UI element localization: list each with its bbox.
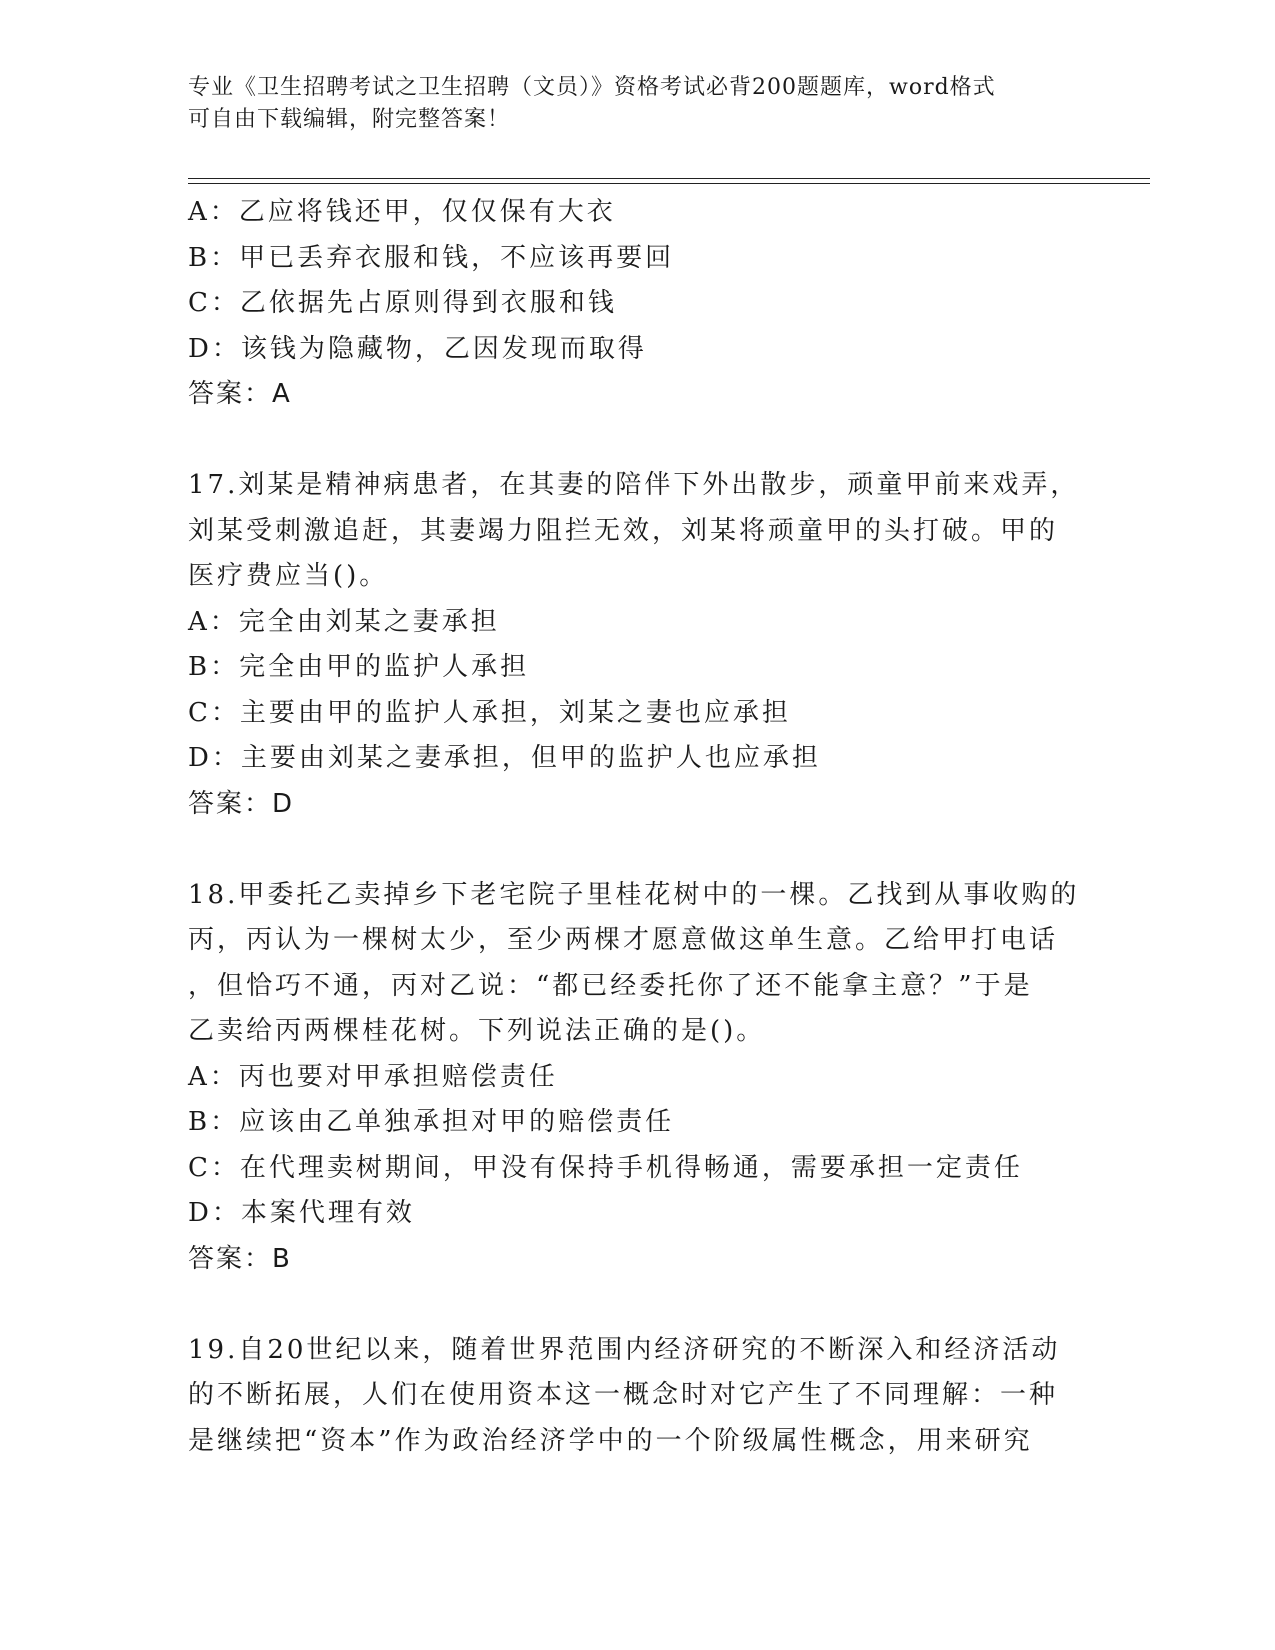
q18-answer: 答案：B (188, 1243, 292, 1274)
q19-stem-line-1: 19.自20世纪以来，随着世界范围内经济研究的不断深入和经济活动 (188, 1334, 1061, 1365)
q18-option-a: A：丙也要对甲承担赔偿责任 (188, 1061, 558, 1092)
q18-stem-line-4: 乙卖给丙两棵桂花树。下列说法正确的是()。 (188, 1016, 766, 1046)
header-divider-top (188, 178, 1150, 179)
q17-stem-line-1: 17.刘某是精神病患者，在其妻的陪伴下外出散步，顽童甲前来戏弄， (188, 470, 1080, 500)
document-body (188, 190, 1088, 1464)
q18-stem-line-1: 18.甲委托乙卖掉乡下老宅院子里桂花树中的一棵。乙找到从事收购的 (188, 879, 1080, 910)
q19-stem-line-2: 的不断拓展，人们在使用资本这一概念时对它产生了不同理解：一种 (188, 1380, 1059, 1410)
q17-stem-line-2: 刘某受刺激追赶，其妻竭力阻拦无效，刘某将顽童甲的头打破。甲的 (188, 515, 1059, 546)
question-17-block (188, 463, 1088, 827)
spacer (188, 418, 1088, 464)
spacer (188, 1282, 1088, 1328)
q17-option-b: B：完全由甲的监护人承担 (188, 652, 530, 682)
document-header (188, 72, 1088, 136)
q18-stem-line-2: 丙，丙认为一棵树太少，至少两棵才愿意做这单生意。乙给甲打电话 (188, 925, 1059, 955)
q19-stem-line-3: 是继续把“资本”作为政治经济学中的一个阶级属性概念，用来研究 (188, 1425, 1033, 1456)
q16-option-a: A：乙应将钱还甲，仅仅保有大衣 (188, 197, 616, 227)
question-18-block (188, 873, 1088, 1283)
q17-stem-line-3: 医疗费应当()。 (188, 561, 389, 591)
q16-option-c: C：乙依据先占原则得到衣服和钱 (188, 288, 617, 318)
q18-option-c: C：在代理卖树期间，甲没有保持手机得畅通，需要承担一定责任 (188, 1152, 1023, 1183)
q18-option-b: B：应该由乙单独承担对甲的赔偿责任 (188, 1107, 675, 1137)
header-divider-bottom (188, 183, 1150, 184)
q17-answer: 答案：D (188, 788, 295, 819)
question-19-block (188, 1328, 1088, 1465)
q17-option-c: C：主要由甲的监护人承担，刘某之妻也应承担 (188, 697, 791, 728)
question-16-block (188, 190, 1088, 418)
q16-option-b: B：甲已丢弃衣服和钱，不应该再要回 (188, 242, 675, 273)
q18-stem-line-3: ，但恰巧不通，丙对乙说：“都已经委托你了还不能拿主意？”于是 (188, 970, 1033, 1001)
header-title-line-2: 可自由下载编辑，附完整答案！ (188, 107, 511, 132)
q16-answer: 答案：A (188, 379, 292, 409)
q17-option-a: A：完全由刘某之妻承担 (188, 606, 500, 637)
header-title-line-1: 专业《卫生招聘考试之卫生招聘（文员）》资格考试必背200题题库，word格式 (188, 75, 996, 100)
spacer (188, 827, 1088, 873)
q17-option-d: D：主要由刘某之妻承担，但甲的监护人也应承担 (188, 743, 821, 773)
q18-option-d: D：本案代理有效 (188, 1198, 415, 1228)
q16-option-d: D：该钱为隐藏物，乙因发现而取得 (188, 333, 647, 364)
